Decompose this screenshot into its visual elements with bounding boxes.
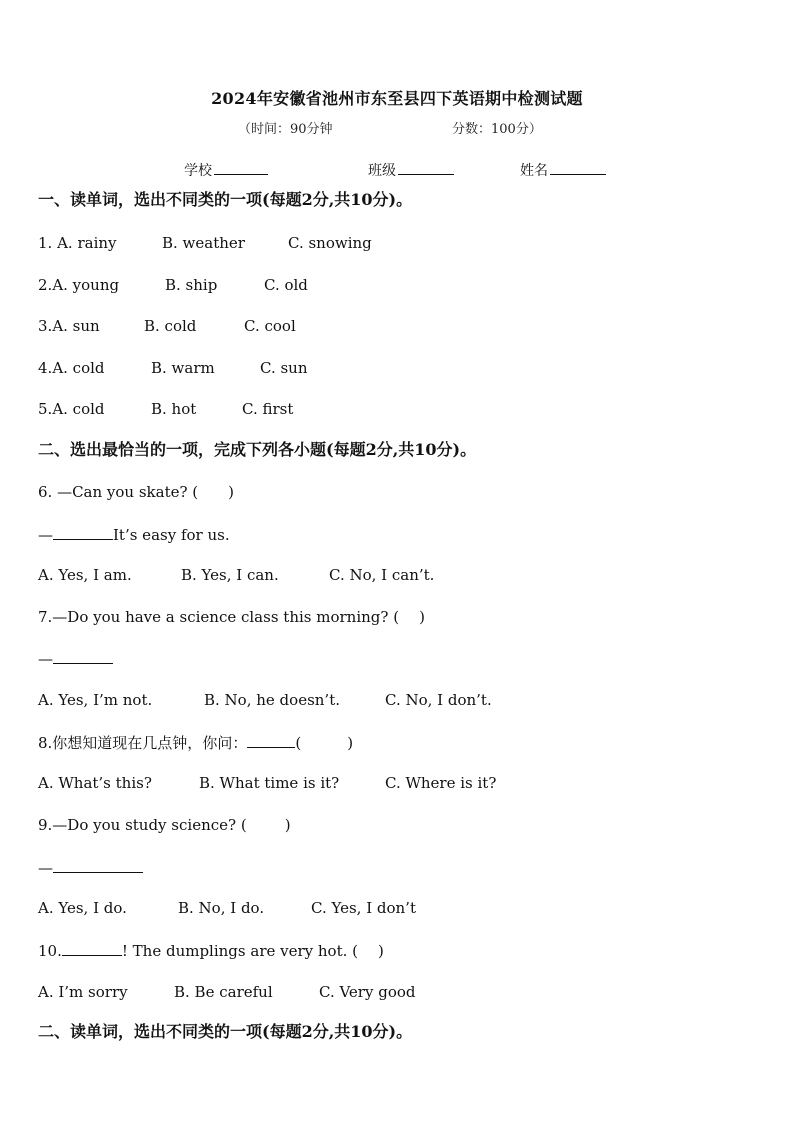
- option-b[interactable]: B. hot: [151, 400, 197, 418]
- answer-blank[interactable]: [53, 857, 143, 873]
- option-c[interactable]: C. No, I don’t.: [385, 691, 492, 709]
- reply-dash: —: [38, 650, 53, 668]
- question-stem: [38, 732, 353, 753]
- option-c[interactable]: C. cool: [244, 317, 296, 335]
- option-b[interactable]: B. Yes, I can.: [181, 566, 279, 584]
- option-b[interactable]: B. weather: [162, 234, 245, 252]
- option-a[interactable]: A. What’s this?: [38, 774, 152, 792]
- section-heading: 二、选出最恰当的一项，完成下列各小题(每题2分,共10分)。: [38, 440, 477, 459]
- option-a[interactable]: A. sun: [52, 317, 100, 335]
- option-c[interactable]: C. old: [264, 276, 308, 294]
- option-a[interactable]: A. cold: [52, 400, 105, 418]
- question-text: ! The dumplings are very hot. (: [121, 942, 359, 960]
- question-row: [38, 358, 738, 378]
- class-blank[interactable]: [398, 160, 454, 175]
- question-text: 6. —Can you skate? (: [38, 483, 199, 501]
- option-a[interactable]: A. cold: [52, 359, 105, 377]
- paren-close: ): [347, 734, 354, 752]
- question-text: 7.—Do you have a science class this morning? (: [38, 608, 400, 626]
- option-a[interactable]: A. rainy: [57, 234, 117, 252]
- option-b[interactable]: B. ship: [165, 276, 218, 294]
- reply-dash: —: [38, 859, 53, 877]
- option-c[interactable]: C. snowing: [288, 234, 372, 252]
- option-b[interactable]: B. No, I do.: [178, 899, 265, 917]
- question-stem: [38, 607, 425, 627]
- option-c[interactable]: C. Very good: [319, 983, 416, 1001]
- option-c[interactable]: C. No, I can’t.: [329, 566, 435, 584]
- option-c[interactable]: C. Where is it?: [385, 774, 497, 792]
- option-b[interactable]: B. cold: [144, 317, 197, 335]
- class-label: 班级: [368, 163, 396, 179]
- paren-close: ): [378, 942, 384, 960]
- options-row: [38, 982, 738, 1002]
- question-row: [38, 275, 738, 295]
- question-row: [38, 316, 738, 336]
- section-heading: 一、读单词，选出不同类的一项(每题2分,共10分)。: [38, 190, 413, 209]
- class-field[interactable]: [368, 160, 454, 180]
- answer-blank[interactable]: [53, 648, 113, 664]
- question-number: 3.: [38, 317, 53, 335]
- option-b[interactable]: B. No, he doesn’t.: [204, 691, 340, 709]
- paren-open: (: [295, 734, 302, 752]
- options-row: [38, 690, 738, 710]
- school-field[interactable]: [184, 160, 268, 180]
- reply-text: It’s easy for us.: [113, 526, 230, 544]
- paren-close: ): [228, 483, 235, 501]
- question-number: 5.: [38, 400, 53, 418]
- question-text: 9.—Do you study science? (: [38, 816, 247, 834]
- answer-blank[interactable]: [247, 732, 295, 748]
- option-a[interactable]: A. Yes, I do.: [38, 899, 127, 917]
- option-b[interactable]: B. What time is it?: [199, 774, 340, 792]
- option-c[interactable]: C. sun: [260, 359, 308, 377]
- section-heading: 二、读单词，选出不同类的一项(每题2分,共10分)。: [38, 1022, 413, 1041]
- reply-line: [38, 524, 230, 545]
- name-label: 姓名: [520, 163, 548, 179]
- answer-blank[interactable]: [62, 940, 122, 956]
- question-stem: [38, 815, 291, 835]
- question-number: 2.: [38, 276, 53, 294]
- option-c[interactable]: C. Yes, I don’t: [311, 899, 416, 917]
- name-blank[interactable]: [550, 160, 606, 175]
- paren-close: ): [419, 608, 425, 626]
- reply-line: [38, 857, 143, 878]
- question-stem: [38, 940, 384, 961]
- school-label: 学校: [184, 163, 212, 179]
- question-number: 1.: [38, 234, 58, 252]
- option-a[interactable]: A. Yes, I’m not.: [38, 691, 153, 709]
- answer-blank[interactable]: [53, 524, 113, 540]
- option-a[interactable]: A. young: [52, 276, 120, 294]
- question-number: 4.: [38, 359, 53, 377]
- question-number: 10.: [38, 942, 62, 960]
- reply-dash: —: [38, 526, 53, 544]
- question-text: 8.你想知道现在几点钟，你问：: [38, 734, 248, 752]
- option-b[interactable]: B. Be careful: [174, 983, 273, 1001]
- question-row: [38, 233, 738, 253]
- page-title: 2024年安徽省池州市东至县四下英语期中检测试题: [211, 89, 583, 108]
- question-row: [38, 399, 738, 419]
- paren-close: ): [284, 816, 291, 834]
- option-a[interactable]: A. Yes, I am.: [38, 566, 132, 584]
- options-row: [38, 773, 738, 793]
- exam-time: （时间：90分钟: [238, 122, 333, 137]
- school-blank[interactable]: [214, 160, 268, 175]
- reply-line: [38, 648, 113, 669]
- option-b[interactable]: B. warm: [151, 359, 215, 377]
- exam-score: 分数：100分）: [452, 122, 542, 137]
- option-c[interactable]: C. first: [242, 400, 294, 418]
- name-field[interactable]: [520, 160, 606, 180]
- options-row: [38, 898, 738, 918]
- option-a[interactable]: A. I’m sorry: [38, 983, 128, 1001]
- question-stem: [38, 482, 234, 502]
- options-row: [38, 565, 738, 585]
